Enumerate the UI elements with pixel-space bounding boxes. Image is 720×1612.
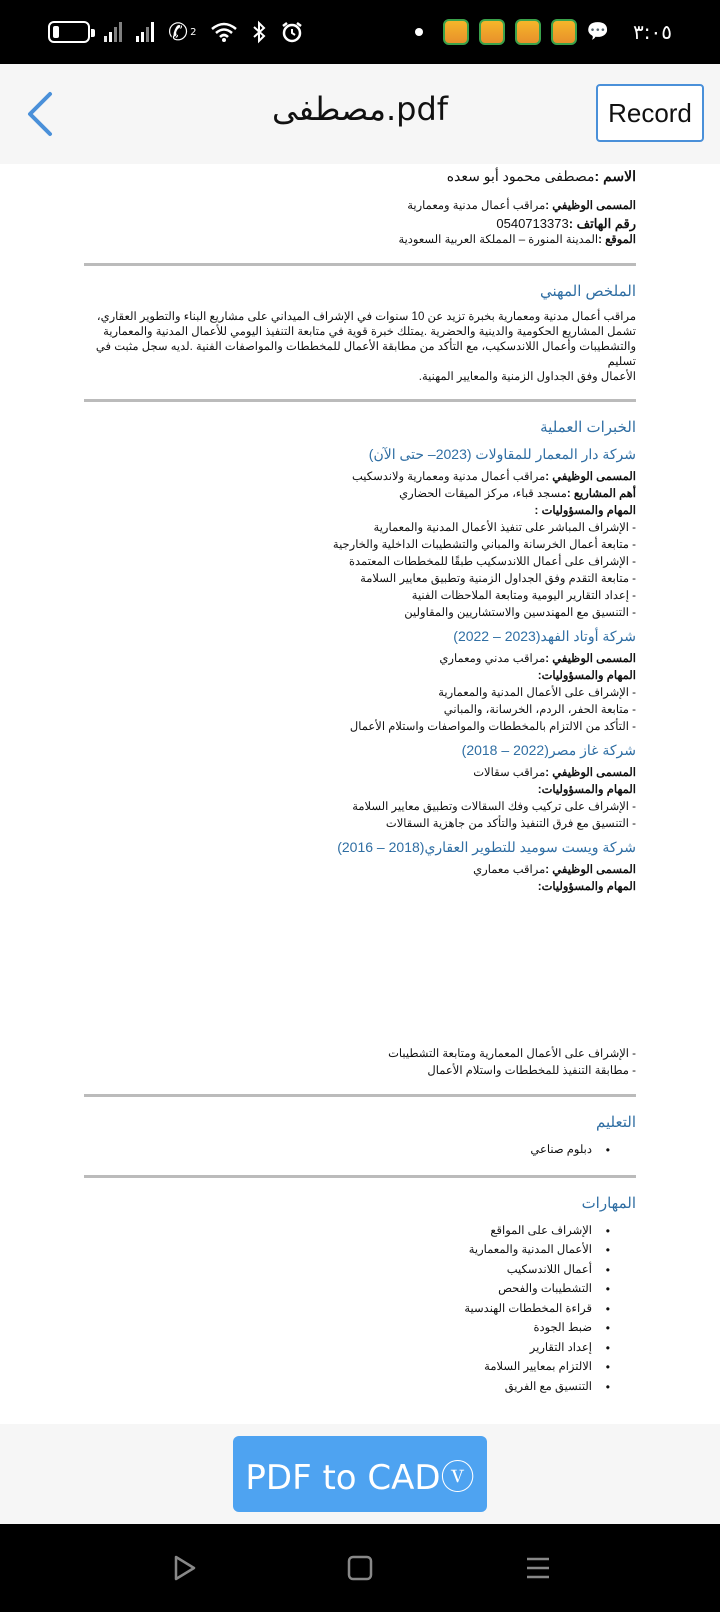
duties-label: المهام والمسؤوليات: (537, 881, 636, 893)
skill-item: • الإشراف على المواقع (84, 1222, 592, 1242)
duty-item: - الإشراف المباشر على تنفيذ الأعمال المدنية والمعمارية (373, 522, 636, 534)
summary-title: الملخص المهني (540, 283, 636, 300)
contact-value: مراقب أعمال مدنية ومعمارية (407, 200, 546, 212)
skill-item: • قراءة المخططات الهندسية (84, 1300, 592, 1320)
skill-item: • إعداد التقارير (84, 1339, 592, 1359)
job-title-value: مراقب مدني ومعماري (439, 653, 546, 665)
skill-item: • أعمال اللاندسكيب (84, 1261, 592, 1281)
signal-icon (104, 22, 122, 42)
contact-label: رقم الهاتف : (568, 216, 636, 231)
education-item: • دبلوم صناعي (84, 1141, 592, 1161)
game-notification-icon (443, 19, 469, 45)
duty-item: - التنسيق مع المهندسين والاستشاريين والمقاولين (404, 607, 636, 619)
job-entry (84, 446, 636, 622)
job-entry (84, 839, 636, 1080)
pdf-to-cad-button[interactable]: PDF to CADⓥ (233, 1436, 487, 1512)
pdf-document-view[interactable] (84, 166, 636, 1424)
experience-title: الخبرات العملية (540, 419, 636, 436)
duty-item: - الإشراف على أعمال اللاندسكيب طبقًا للمخططات المعتمدة (348, 556, 636, 568)
status-bar (0, 0, 720, 64)
signal-2-icon (136, 22, 154, 42)
back-chevron-icon[interactable] (22, 90, 62, 138)
contact-label: المسمى الوظيفي : (545, 200, 636, 212)
skill-item: • الأعمال المدنية والمعمارية (84, 1241, 592, 1261)
sim-label: 2 (190, 26, 197, 38)
contact-line (84, 232, 636, 249)
skill-item: • الالتزام بمعايير السلامة (84, 1358, 592, 1378)
record-button[interactable]: Record (596, 84, 704, 142)
duty-item: - الإشراف على تركيب وفك السقالات وتطبيق معايير السلامة (352, 801, 636, 813)
bluetooth-icon (252, 20, 266, 44)
summary-line: مراقب أعمال مدنية ومعمارية بخبرة تزيد عن 10 سنوات في الإشراف الميداني على مشاريع البناء والتطوير العقاري، (96, 311, 636, 323)
duty-item: - التنسيق مع فرق التنفيذ والتأكد من جاهزية السقالات (385, 818, 636, 830)
name-line (84, 166, 636, 186)
summary-line: تشمل المشاريع الحكومية والدينية والحضرية .يمتلك خبرة قوية في متابعة التنفيذ اليومي للأعمال المدنية والمعمارية (103, 326, 636, 338)
home-square-icon[interactable] (344, 1552, 376, 1584)
summary-line: والتشطيبات وأعمال اللاندسكيب، مع التأكد من مطابقة الأعمال للمخططات والمواصفات الفنية .لديه سجل مثبت في تسليم (95, 341, 636, 368)
contact-value: المدينة المنورة – المملكة العربية السعودية (398, 234, 599, 246)
divider (84, 263, 636, 266)
skills-title: المهارات (581, 1194, 636, 1212)
alarm-icon (280, 20, 304, 44)
job-title-label: المسمى الوظيفي : (545, 471, 636, 483)
job-title-label: المسمى الوظيفي : (545, 767, 636, 779)
duties-label: المهام والمسؤوليات : (534, 505, 636, 517)
notification-dot-icon (415, 28, 423, 36)
duty-item: - مطابقة التنفيذ للمخططات واستلام الأعمال (427, 1065, 636, 1077)
education-list (84, 1141, 636, 1161)
name-value: مصطفى محمود أبو سعده (446, 168, 595, 184)
job-title-label: المسمى الوظيفي : (545, 864, 636, 876)
company-name: شركة أوتاد الفهد(2023 – 2022) (453, 628, 636, 644)
duty-item: - متابعة التقدم وفق الجداول الزمنية وتطبيق معايير السلامة (360, 573, 636, 585)
job-entry (84, 628, 636, 736)
summary-line: الأعمال وفق الجداول الزمنية والمعايير المهنية. (418, 371, 636, 383)
duty-item: - الإشراف على الأعمال المدنية والمعمارية (438, 687, 636, 699)
skills-list (84, 1222, 636, 1398)
divider (84, 1175, 636, 1178)
contact-line (84, 198, 636, 215)
game-notification-icon (479, 19, 505, 45)
duties-label: المهام والمسؤوليات: (537, 784, 636, 796)
education-title: التعليم (596, 1114, 636, 1131)
page-gap (84, 896, 636, 1046)
page-title: مصطفى.pdf (271, 90, 449, 128)
job-title-value: مراقب أعمال مدنية ومعمارية ولاندسكيب (351, 471, 546, 483)
contact-block (84, 198, 636, 249)
job-title-label: المسمى الوظيفي : (545, 653, 636, 665)
company-name: شركة ويست سوميد للتطوير العقاري(2018 – 2016) (337, 839, 636, 855)
summary-paragraph (84, 310, 636, 385)
duty-item: - متابعة أعمال الخرسانة والمباني والتشطيبات الداخلية والخارجية (332, 539, 636, 551)
duty-item: - إعداد التقارير اليومية ومتابعة الملاحظات الفنية (411, 590, 636, 602)
projects-value: مسجد قباء، مركز الميقات الحضاري (399, 488, 567, 500)
skill-item: • التشطيبات والفحص (84, 1280, 592, 1300)
job-title-value: مراقب معماري (473, 864, 546, 876)
chat-icon: 💬 (586, 21, 610, 42)
skill-item: • ضبط الجودة (84, 1319, 592, 1339)
duty-item: - الإشراف على الأعمال المعمارية ومتابعة التشطيبات (388, 1048, 636, 1060)
app-header (0, 64, 720, 164)
status-time: ٣:٠٥ (633, 20, 672, 44)
status-right-icons (415, 16, 672, 48)
duty-item: - متابعة الحفر، الردم، الخرسانة، والمباني (443, 704, 636, 716)
duties-label: المهام والمسؤوليات: (537, 670, 636, 682)
menu-lines-icon[interactable] (522, 1552, 554, 1584)
company-name: شركة غاز مصر(2022 – 2018) (461, 742, 636, 758)
projects-label: أهم المشاريع : (566, 488, 636, 500)
status-left-icons (48, 18, 304, 46)
contact-line (84, 215, 636, 232)
system-nav-bar (0, 1524, 720, 1612)
duty-item: - التأكد من الالتزام بالمخططات والمواصفات واستلام الأعمال (349, 721, 636, 733)
back-triangle-icon[interactable] (168, 1552, 200, 1584)
battery-icon (48, 21, 90, 43)
game-notification-icon (551, 19, 577, 45)
contact-label: الموقع : (598, 234, 636, 246)
divider (84, 1094, 636, 1097)
battery-level-fill (53, 26, 59, 38)
company-name: شركة دار المعمار للمقاولات (2023– حتى الآن) (368, 446, 636, 462)
game-notification-icon (515, 19, 541, 45)
name-label: الاسم : (594, 168, 636, 184)
job-title-value: مراقب سقالات (473, 767, 546, 779)
wifi-call-icon: ✆ (168, 18, 189, 46)
job-entry (84, 742, 636, 833)
contact-value: 0540713373 (496, 216, 569, 231)
divider (84, 399, 636, 402)
wifi-icon (210, 21, 238, 43)
skill-item: • التنسيق مع الفريق (84, 1378, 592, 1398)
